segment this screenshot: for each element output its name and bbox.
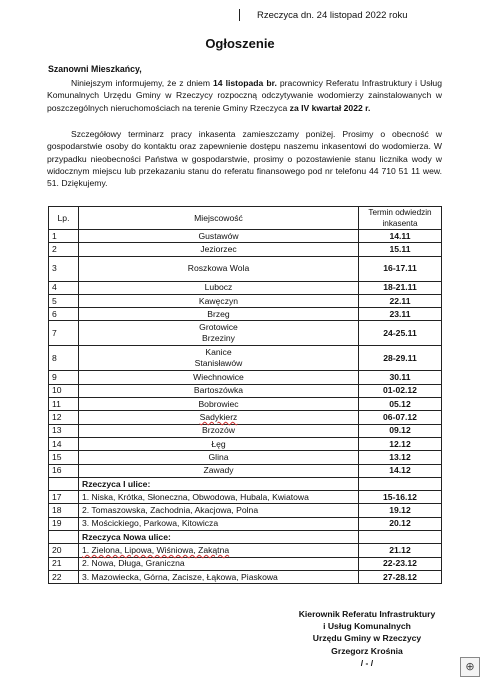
signature-block: [272, 608, 462, 669]
row-term: 22.11: [359, 294, 442, 307]
row-term: 14.12: [359, 464, 442, 477]
header-divider: [239, 9, 240, 21]
table-row: [49, 308, 442, 321]
row-term: 01-02.12: [359, 384, 442, 397]
row-term: 27-28.12: [359, 570, 442, 583]
table-row: [49, 517, 442, 530]
row-term: 15-16.12: [359, 491, 442, 504]
row-place: Łęg: [79, 437, 359, 450]
table-row: [49, 424, 442, 437]
row-place: Roszkowa Wola: [79, 256, 359, 281]
row-lp: 7: [49, 321, 79, 346]
row-lp: 14: [49, 437, 79, 450]
signature-line-2: i Usług Komunalnych: [323, 621, 411, 632]
signature-line-1: Kierownik Referatu Infrastruktury: [298, 609, 436, 619]
row-term: 30.11: [359, 371, 442, 384]
row-term: 21.12: [359, 544, 442, 557]
row-lp: 21: [49, 557, 79, 570]
page-title: Ogłoszenie: [205, 36, 275, 51]
row-term: 12.12: [359, 437, 442, 450]
row-lp: 18: [49, 504, 79, 517]
row-lp: 1: [49, 230, 79, 243]
row-place: 2. Nowa, Długa, Graniczna: [79, 557, 359, 570]
section-title: Rzeczyca I ulice:: [79, 477, 359, 490]
row-lp: 15: [49, 451, 79, 464]
table-row: [49, 557, 442, 570]
row-term: 23.11: [359, 308, 442, 321]
row-lp: 12: [49, 411, 79, 424]
details-text: Szczegółowy terminarz pracy inkasenta zamieszczamy poniżej. Prosimy o obecność w gospodarstwie osoby do kontaktu oraz zapewnienie dostępu naszemu inkasentowi do wodomierza. W przypadku nieobecności Państwa w gospodarstwie, prosimy o pozostawienie stanu licznika wody w widocznym miejscu lub przekazaniu stanu do referatu finansowego pod nr telefonu 44 710 51 11 wew. 51. Dziękujemy.: [47, 129, 442, 189]
intro-start-date: 14 listopada br.: [213, 78, 277, 88]
section-lp-empty: [49, 531, 79, 544]
table-row: [49, 411, 442, 424]
row-lp: 22: [49, 570, 79, 583]
table-body: [49, 230, 442, 584]
row-lp: 3: [49, 256, 79, 281]
table-row: [49, 346, 442, 371]
date-line: Rzeczyca dn. 24 listopad 2022 roku: [257, 10, 408, 21]
row-lp: 2: [49, 243, 79, 256]
zoom-in-icon[interactable]: ⊕: [460, 657, 480, 677]
row-place: Bartoszówka: [79, 384, 359, 397]
row-lp: 13: [49, 424, 79, 437]
signature-mark: / - /: [360, 657, 374, 668]
table-row: [49, 437, 442, 450]
row-place: Glina: [79, 451, 359, 464]
table-row: [49, 243, 442, 256]
row-place: Brzeg: [79, 308, 359, 321]
row-term: 24-25.11: [359, 321, 442, 346]
header-term: Termin odwiedzin inkasenta: [359, 207, 442, 230]
table-row: [49, 570, 442, 583]
section-title: Rzeczyca Nowa ulice:: [79, 531, 359, 544]
row-term: 16-17.11: [359, 256, 442, 281]
table-section-row: [49, 477, 442, 490]
row-term: 18-21.11: [359, 281, 442, 294]
intro-quarter: za IV kwartał 2022 r.: [289, 102, 371, 113]
table-row: [49, 294, 442, 307]
row-lp: 5: [49, 294, 79, 307]
paragraph-intro: [47, 77, 442, 114]
greeting: Szanowni Mieszkańcy,: [48, 64, 142, 74]
table-row: [49, 256, 442, 281]
row-place: 3. Mazowiecka, Górna, Zacisze, Łąkowa, Piaskowa: [79, 570, 359, 583]
table-row: [49, 464, 442, 477]
table-row: [49, 230, 442, 243]
row-place-line-2: Brzeziny: [202, 333, 235, 344]
row-lp: 20: [49, 544, 79, 557]
row-term: 28-29.11: [359, 346, 442, 371]
table-row: [49, 504, 442, 517]
section-term-empty: [359, 531, 442, 544]
table-row: [49, 544, 442, 557]
table-section-row: [49, 531, 442, 544]
row-place: 2. Tomaszowska, Zachodnia, Akacjowa, Polna: [79, 504, 359, 517]
row-place: Jeziorzec: [79, 243, 359, 256]
section-lp-empty: [49, 477, 79, 490]
row-term: 09.12: [359, 424, 442, 437]
row-lp: 4: [49, 281, 79, 294]
row-term: 13.12: [359, 451, 442, 464]
table-row: [49, 371, 442, 384]
section-term-empty: [359, 477, 442, 490]
row-place: [79, 346, 359, 371]
row-place: Wiechnowice: [79, 371, 359, 384]
table-row: [49, 384, 442, 397]
row-place: Sadykierz: [79, 411, 359, 424]
row-lp: 19: [49, 517, 79, 530]
row-term: 19.12: [359, 504, 442, 517]
row-place-line-2: Stanisławów: [194, 358, 243, 369]
signature-name: Grzegorz Krośnia: [331, 645, 403, 656]
row-place: Gustawów: [79, 230, 359, 243]
table-row: [49, 398, 442, 411]
row-place: 1. Zielona, Lipowa, Wiśniowa, Zakątna: [79, 544, 359, 557]
signature-line-3: Urzędu Gminy w Rzeczycy: [312, 633, 422, 644]
row-term: 14.11: [359, 230, 442, 243]
table-row: [49, 491, 442, 504]
table-header-row: [49, 207, 442, 230]
row-place: Zawady: [79, 464, 359, 477]
row-lp: 8: [49, 346, 79, 371]
row-place-line-1: Kanice: [205, 347, 232, 358]
schedule-table: [48, 206, 442, 584]
row-place: Bobrowiec: [79, 398, 359, 411]
row-term: 22-23.12: [359, 557, 442, 570]
table-row: [49, 281, 442, 294]
row-lp: 11: [49, 398, 79, 411]
header-lp: Lp.: [49, 207, 79, 230]
intro-text-b: pracownicy Referatu Infrastruktury i Usług Komunalnych Urzędu Gminy w Rzeczycy rozpoczną odczytywanie wodomierzy zainstalowanych w poszczególnych nieruchomościach na terenie Gminy Rzeczyca: [47, 78, 442, 113]
row-lp: 16: [49, 464, 79, 477]
row-lp: 10: [49, 384, 79, 397]
row-term: 06-07.12: [359, 411, 442, 424]
row-place: 1. Niska, Krótka, Słoneczna, Obwodowa, Hubala, Kwiatowa: [79, 491, 359, 504]
row-term: 20.12: [359, 517, 442, 530]
paragraph-details: [47, 128, 442, 189]
table-row: [49, 321, 442, 346]
row-term: 15.11: [359, 243, 442, 256]
row-place: [79, 321, 359, 346]
row-lp: 6: [49, 308, 79, 321]
row-place: 3. Mościckiego, Parkowa, Kitowicza: [79, 517, 359, 530]
header-place: Miejscowość: [79, 207, 359, 230]
row-place: Brzozów: [79, 424, 359, 437]
intro-text-a: Niniejszym informujemy, że z dniem: [71, 78, 214, 88]
table-row: [49, 451, 442, 464]
row-place: Kawęczyn: [79, 294, 359, 307]
row-place-line-1: Grotowice: [199, 322, 238, 333]
row-term: 05.12: [359, 398, 442, 411]
row-place: Lubocz: [79, 281, 359, 294]
row-lp: 17: [49, 491, 79, 504]
row-lp: 9: [49, 371, 79, 384]
